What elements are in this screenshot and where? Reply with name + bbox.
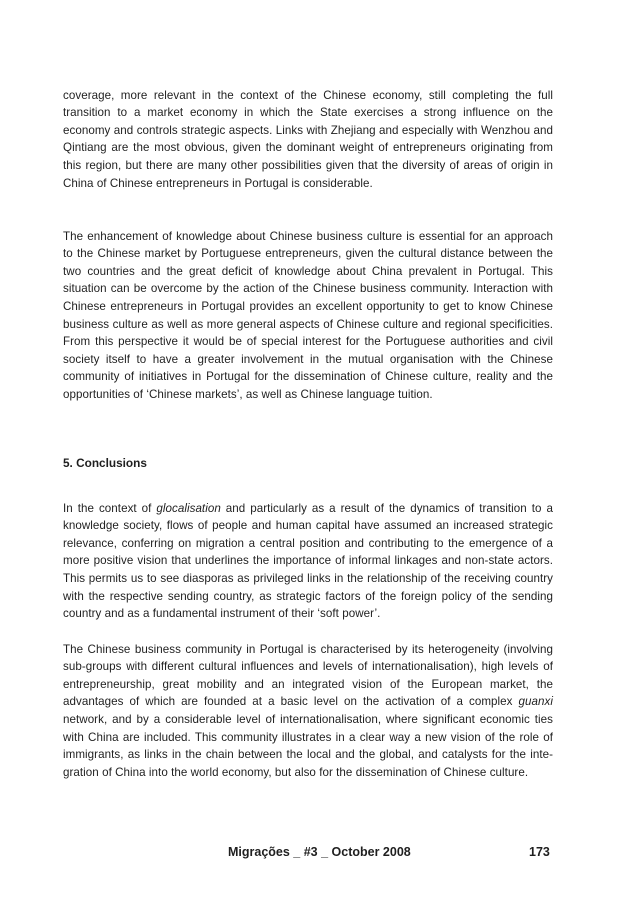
italic-term-glocalisation: glocalisation: [156, 501, 221, 515]
paragraph-4-intro: The Chinese business community in Portugal is characterised by its heterogeneity (involving sub-groups with different cultural influences and levels of internationalisation), high levels of entrepreneurship, great mobility and an integrated vision of the European market, the advantages of which are founded at a basic level on the activation of a complex: [63, 642, 553, 709]
paragraph-3-intro: In the context of: [63, 501, 157, 515]
body-paragraph-1: coverage, more relevant in the context of the Chinese economy, still completing the full transition to a market economy in which the State exercises a strong influence on the economy and controls strategic aspects. Links with Zhejiang and especially with Wenzhou and Qintiang are the most obvious, given the dominant weight of entrepreneurs originating from this region, but there are many other possibilities given that the diversity of areas of origin in China of Chinese entrepreneurs in Portugal is considerable.: [63, 88, 553, 190]
paragraph-4-rest: network, and by a considerable level of internationalisation, where significant economic ties with China are included. This community illustrates in a clear way a new vision of the role of immigrants, as links in the chain between the local and the global, and catalysts for the integration of China into the world economy, but also for the dissemination of Chinese culture.: [63, 712, 553, 779]
footer-journal-title: Migrações _ #3 _ October 2008: [228, 845, 411, 859]
paragraph-3-rest: and particularly as a result of the dynamics of transition to a knowledge society, flows of people and human capital have assumed an increased strategic relevance, conferring on migration a central position and contributing to the emergence of a more positive vision that underlines the importance of informal linkages and non-state actors. This permits us to see diasporas as privileged links in the relationship of the receiving country with the respective sending country, as strategic factors of the foreign policy of the sending country and as a fundamental instrument of their ‘soft power’.: [63, 501, 553, 621]
page-number: 173: [529, 845, 550, 859]
body-paragraph-3: [63, 500, 553, 623]
body-paragraph-2: The enhancement of knowledge about Chinese business culture is essential for an approach to the Chinese market by Portuguese entrepreneurs, given the cultural distance between the two countries and the great deficit of knowledge about China prevalent in Portugal. This situation can be overcome by the action of the Chinese business community. Interaction with Chinese entrepreneurs in Portugal provides an excellent opportunity to get to know Chinese business culture as well as more general aspects of Chinese culture and regional specificities. From this perspective it would be of special interest for the Portuguese authorities and civil society itself to have a greater involvement in the mutual organisation with the Chinese community of initiatives in Portugal for the dissemination of Chinese culture, reality and the opportunities of ‘Chinese markets’, as well as Chinese language tuition.: [63, 229, 553, 401]
section-heading-conclusions: 5. Conclusions: [63, 456, 147, 470]
body-paragraph-4: [63, 641, 553, 782]
italic-term-guanxi: guanxi: [518, 695, 553, 709]
